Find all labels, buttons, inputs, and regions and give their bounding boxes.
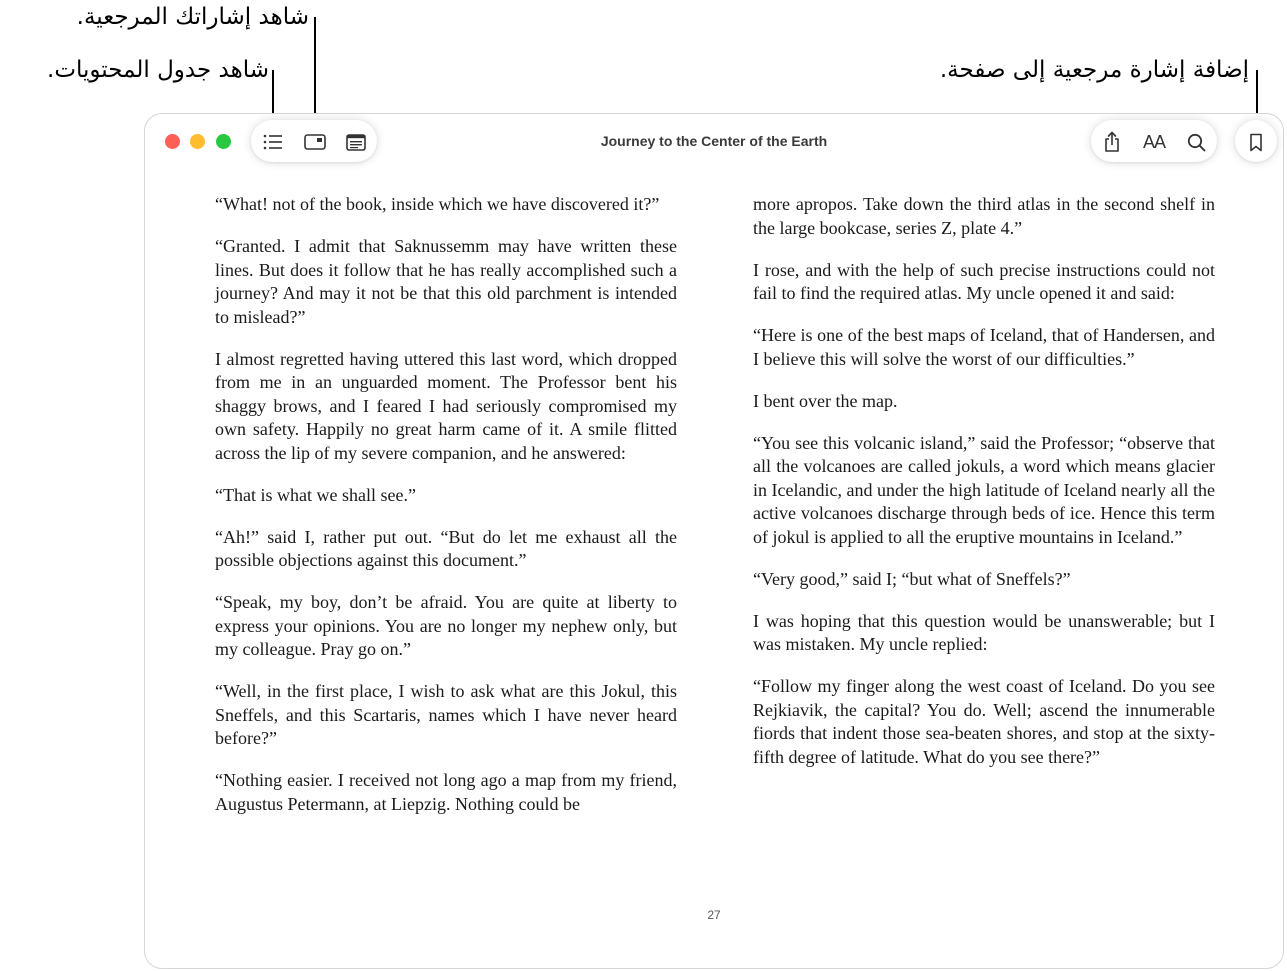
paragraph: more apropos. Take down the third atlas in the second shelf in the large bookcase, series Z, plate 4.” [753,194,1215,238]
search-button[interactable] [1181,127,1211,157]
paragraph: “Very good,” said I; “but what of Sneffels?” [753,568,1071,589]
right-text-column [753,193,1215,788]
paragraph: “Here is one of the best maps of Iceland, that of Handersen, and I believe this will solve the worst of our difficulties.” [753,325,1215,369]
bookmarks-button[interactable] [300,127,330,157]
paragraph: I rose, and with the help of such precise instructions could not fail to find the required atlas. My uncle opened it and said: [753,259,1215,303]
paragraph: “You see this volcanic island,” said the Professor; “observe that all the volcanoes are called jokuls, a word which means glacier in Icelandic, and under the high latitude of Iceland nearly all the active volcanoes discharge through beds of ice. Hence this term of jokul is applied to all the eruptive mountains in Iceland.” [753,432,1215,547]
paragraph: I bent over the map. [753,390,898,411]
reader-icon [346,134,366,151]
paragraph: “Well, in the first place, I wish to ask what are this Jokul, this Sneffels, and this Scartaris, names which I have never heard before?” [215,681,677,748]
font-size-label: AA [1142,131,1165,152]
list-icon [263,134,283,150]
paragraph: I was hoping that this question would be unanswerable; but I was mistaken. My uncle replied: [753,610,1215,654]
share-icon [1103,131,1121,153]
reader-button[interactable] [341,127,371,157]
paragraph: “Ah!” said I, rather put out. “But do let me exhaust all the possible objections against this document.” [215,526,677,570]
callout-add-bookmark: إضافة إشارة مرجعية إلى صفحة. [939,57,1249,83]
contents-button[interactable] [258,127,288,157]
book-title: Journey to the Center of the Earth [600,133,828,149]
paragraph: “What! not of the book, inside which we have discovered it?” [215,194,660,214]
callout-contents: شاهد جدول المحتويات. [47,57,269,83]
add-bookmark-button[interactable] [1241,127,1271,157]
leader-line-bookmarks [314,17,316,128]
paragraph: “Nothing easier. I received not long ago a map from my friend, Augustus Petermann, at Liepzig. Nothing could be [215,770,677,814]
search-icon [1187,133,1206,152]
paragraph: I almost regretted having uttered this last word, which dropped from me in an unguarded moment. The Professor bent his shaggy brows, and I feared I had seriously compromised my own safety. Happily no great harm came of it. A smile flitted across the lip of my severe companion, and he answered: [215,348,677,463]
paragraph: “Follow my finger along the west coast of Iceland. Do you see Rejkiavik, the capital? You do. Well; ascend the innumerable fiords that indent those sea-beaten shores, and stop at the sixty-fifth degree of latitude. What do you see there?” [753,676,1215,767]
share-button[interactable] [1097,127,1127,157]
left-text-column [215,193,677,835]
bookmark-icon [1249,133,1263,152]
callout-bookmarks: شاهد إشاراتك المرجعية. [76,4,309,30]
font-settings-button[interactable] [1139,127,1169,157]
zoom-button[interactable] [216,134,231,149]
close-button[interactable] [165,134,180,149]
paragraph: “That is what we shall see.” [215,484,416,505]
sidebar-icon [304,134,326,150]
paragraph: “Granted. I admit that Saknussemm may have written these lines. But does it follow that he has really accomplished such a journey? And may it not be that this old parchment is intended to mislead?” [215,236,677,327]
page-number: 27 [707,908,721,922]
minimize-button[interactable] [190,134,205,149]
paragraph: “Speak, my boy, don’t be afraid. You are quite at liberty to express your opinions. You are no longer my nephew only, but my colleague. Pray go on.” [215,592,677,659]
